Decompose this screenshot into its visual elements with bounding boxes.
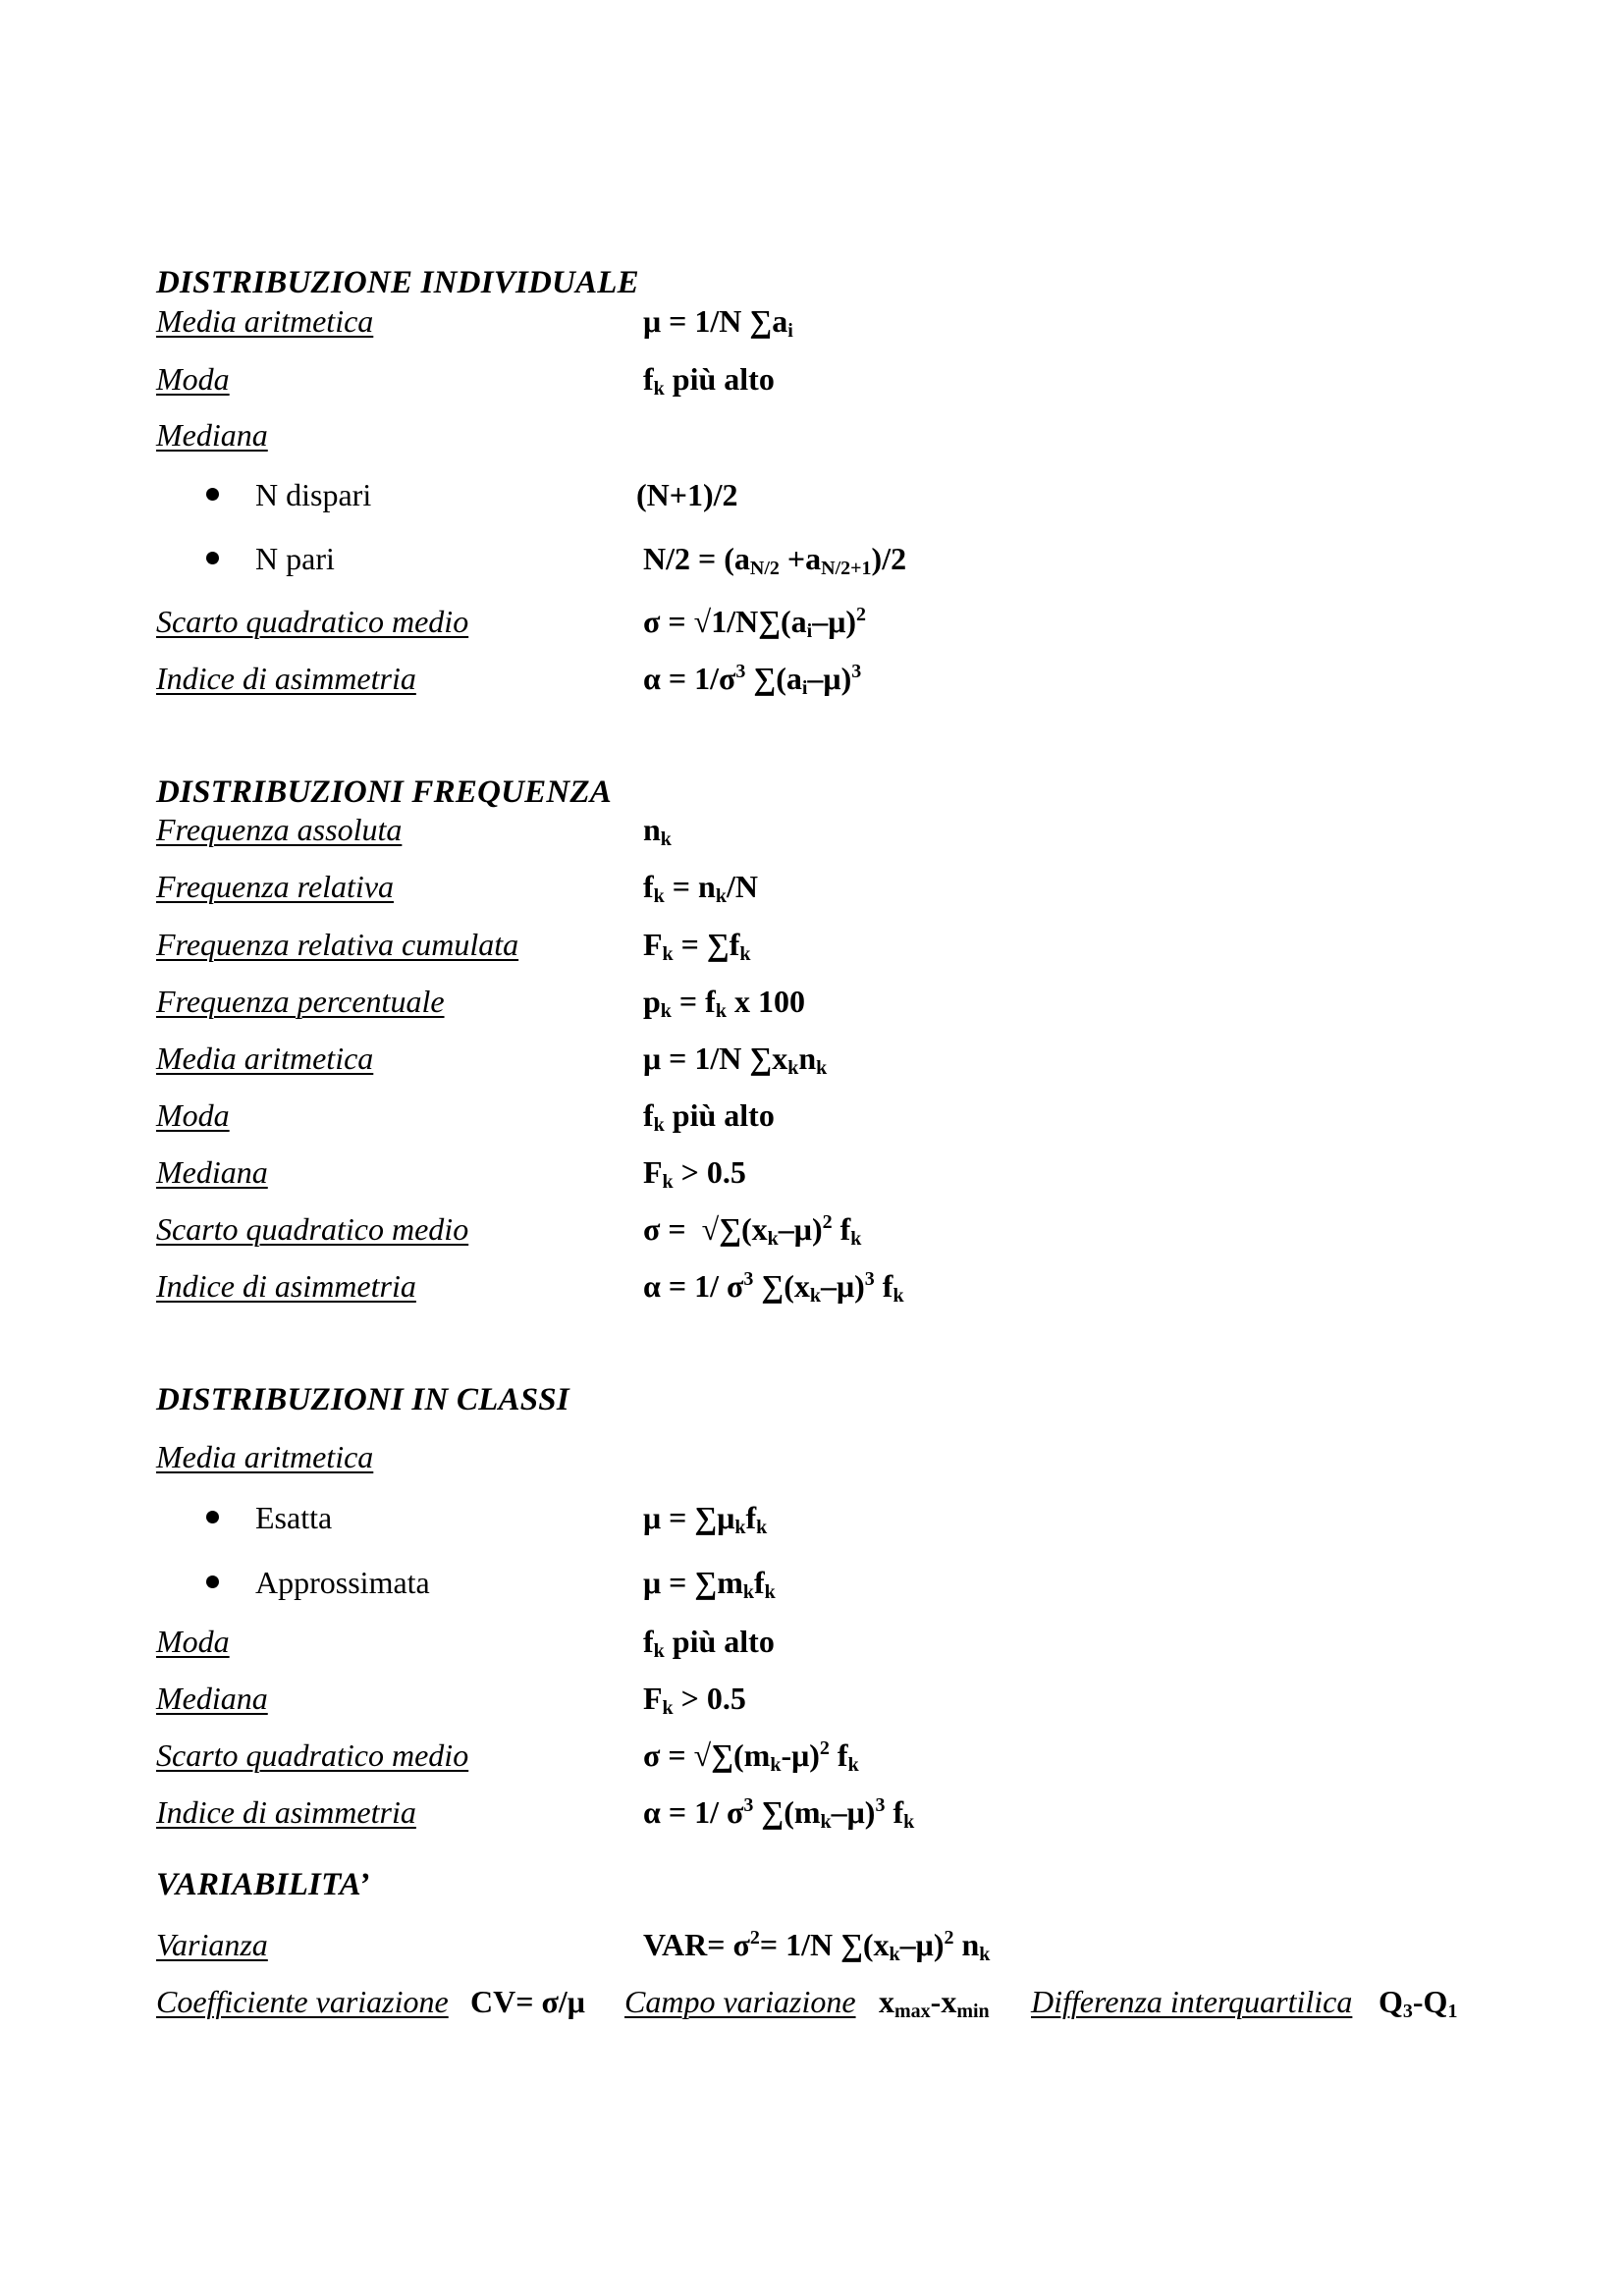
- row-label: Varianza: [156, 1927, 268, 1962]
- bullet-dot-icon: [206, 552, 219, 564]
- row-label: Mediana: [156, 417, 268, 453]
- row-formula: $n_k$: [643, 812, 672, 850]
- row-formula: $N/2 = (a_{N/2} +a_{N/2+1})/2$: [643, 541, 907, 579]
- row-label: Moda: [156, 361, 230, 397]
- row-formula: $F_k > 0.5$: [643, 1681, 746, 1719]
- row-label: Indice di asimmetria: [156, 1268, 416, 1304]
- row-label: Indice di asimmetria: [156, 1794, 416, 1830]
- section-heading: VARIABILITA’: [156, 1867, 370, 1902]
- row-label: Indice di asimmetria: [156, 661, 416, 696]
- row-label: Frequenza relativa cumulata: [156, 927, 519, 962]
- row-formula: $x_{max}-x_{min}$: [879, 1984, 990, 2022]
- row-formula: $f_k$ più alto: [643, 361, 775, 400]
- row-formula: (N+1)/2: [636, 477, 738, 512]
- row-formula: $\sigma = √\sum(m_k-\mu)^2$ $f_k$: [643, 1737, 859, 1776]
- row-label: Moda: [156, 1624, 230, 1659]
- bullet-label: Esatta: [255, 1500, 333, 1535]
- row-formula: $\sigma = √\sum(x_k-\mu)^2$ $f_k$: [643, 1211, 862, 1250]
- row-label: Moda: [156, 1097, 230, 1133]
- bullet-dot-icon: [206, 488, 219, 501]
- row-label: Scarto quadratico medio: [156, 1211, 469, 1247]
- row-label: Mediana: [156, 1681, 268, 1716]
- row-label: Media aritmetica: [156, 303, 374, 339]
- row-formula: $f_k = n_k/N$: [643, 869, 758, 907]
- row-label: Frequenza relativa: [156, 869, 395, 904]
- row-label: Differenza interquartilica: [1031, 1984, 1353, 2019]
- row-formula: $Q_3-Q_1$: [1379, 1984, 1458, 2022]
- row-label: Media aritmetica: [156, 1041, 374, 1076]
- bullet-label: N pari: [255, 541, 335, 576]
- bullet-dot-icon: [206, 1511, 219, 1523]
- row-formula: $\sigma = √1/N\sum(a_i-\mu)^2$: [643, 604, 867, 642]
- section-heading: DISTRIBUZIONI FREQUENZA: [156, 774, 612, 810]
- row-formula: $p_k = f_k$ x 100: [643, 984, 805, 1022]
- row-label: Frequenza assoluta: [156, 812, 403, 847]
- row-formula: $F_k > 0.5$: [643, 1154, 746, 1193]
- section-heading: DISTRIBUZIONE INDIVIDUALE: [156, 265, 639, 300]
- row-formula: $VAR= \sigma^2= 1/N$ $\sum(x_k-\mu)^2$ $n_k$: [643, 1927, 991, 1965]
- row-label: Scarto quadratico medio: [156, 604, 469, 639]
- row-formula: $f_k$ più alto: [643, 1624, 775, 1662]
- row-label: Mediana: [156, 1154, 268, 1190]
- row-formula: α = 1/ $\sigma^3$ $\sum(x_k-\mu)^3$ $f_k$: [643, 1268, 904, 1307]
- bullet-label: N dispari: [255, 477, 372, 512]
- row-formula: $F_k = \sum f_k$: [643, 927, 751, 965]
- row-formula: μ = 1/N $\sum x_kn_k$: [643, 1041, 828, 1079]
- row-formula: $\mu = \sum\mu_kf_k$: [643, 1500, 768, 1538]
- bullet-dot-icon: [206, 1575, 219, 1588]
- row-label: Frequenza percentuale: [156, 984, 445, 1019]
- row-label: Campo variazione: [624, 1984, 856, 2019]
- row-formula: CV= σ/μ: [470, 1984, 585, 2019]
- row-formula: μ = 1/N $\sum a_i$: [643, 303, 793, 342]
- section-heading: DISTRIBUZIONI IN CLASSI: [156, 1382, 569, 1417]
- row-label: Media aritmetica: [156, 1439, 374, 1474]
- row-label: Scarto quadratico medio: [156, 1737, 469, 1773]
- bullet-label: Approssimata: [255, 1565, 430, 1600]
- row-formula: $\alpha = 1/\sigma^3$ $\sum(a_i-\mu)^3$: [643, 661, 862, 699]
- row-formula: α = 1/ $\sigma^3$ $\sum(m_k-\mu)^3$ $f_k$: [643, 1794, 915, 1833]
- row-formula: $\mu = \sum m_kf_k$: [643, 1565, 776, 1603]
- row-formula: $f_k$ più alto: [643, 1097, 775, 1136]
- row-label: Coefficiente variazione: [156, 1984, 449, 2019]
